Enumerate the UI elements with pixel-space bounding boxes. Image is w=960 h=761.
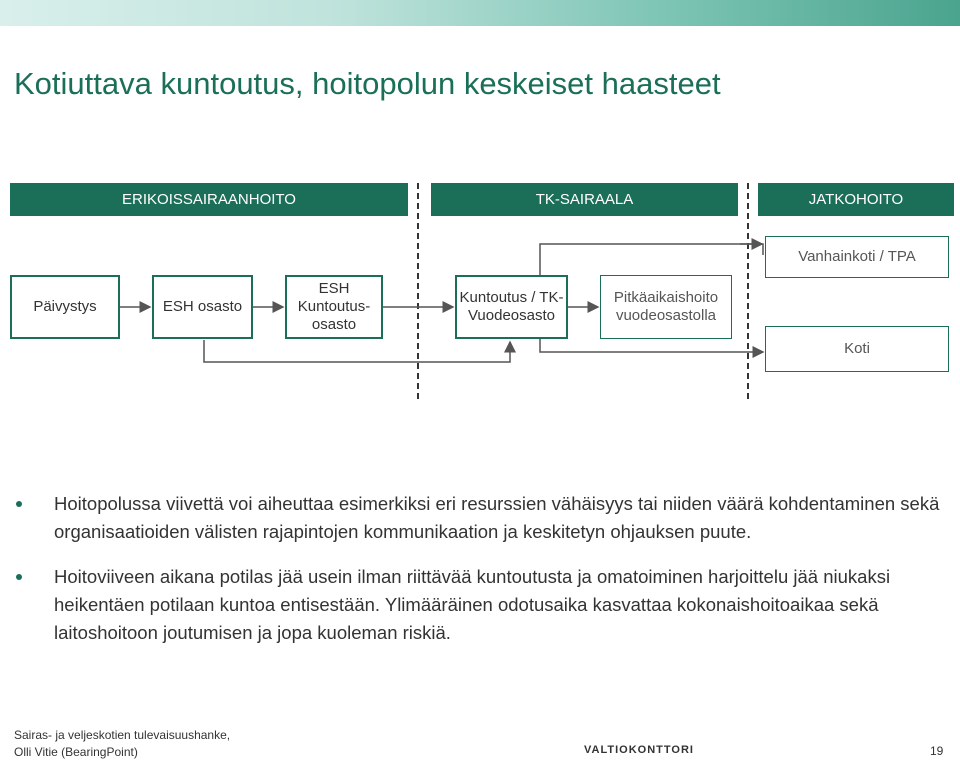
box-esh-kuntoutusosasto: ESH Kuntoutus-osasto (285, 275, 383, 339)
bullet-text: Hoitoviiveen aikana potilas jää usein ilman riittävää kuntoutusta ja omatoiminen harjoittelu jää niukaksi heikentäen potilaan kuntoa entisestään. Ylimääräinen odotusaika kasvattaa kokonaishoitoaikaa sekä laitoshoitoon joutumisen ja jopa kuoleman riskiä. (54, 566, 891, 643)
phase-erikoissairaanhoito: ERIKOISSAIRAANHOITO (10, 183, 408, 216)
box-pitkaaikaishoito: Pitkäaikaishoito vuodeosastolla (600, 275, 732, 339)
phase-jatkohoito: JATKOHOITO (758, 183, 954, 216)
bullet-dot-icon (16, 501, 22, 507)
bullet-dot-icon (16, 574, 22, 580)
box-esh-osasto: ESH osasto (152, 275, 253, 339)
box-tk-vuodeosasto: Kuntoutus / TK-Vuodeosasto (455, 275, 568, 339)
phase-tk-sairaala: TK-SAIRAALA (431, 183, 738, 216)
footer-credit (14, 727, 230, 761)
bullet-list (14, 490, 944, 664)
bullet-text: Hoitopolussa viivettä voi aiheuttaa esimerkiksi eri resurssien vähäisyys tai niiden väärä kohdentaminen sekä organisaatioiden välisten rajapintojen kommunikaation ja keskitetyn ohjauksen puute. (54, 493, 940, 542)
footer-line-1: Sairas- ja veljeskotien tulevaisuushanke, (14, 728, 231, 742)
page-number: 19 (930, 744, 944, 758)
bullet-item (14, 563, 944, 647)
box-vanhainkoti: Vanhainkoti / TPA (765, 236, 949, 278)
bullet-item (14, 490, 944, 546)
valtiokonttori-logo: VALTIOKONTTORI (584, 744, 694, 756)
footer-line-2: Olli Vitie (BearingPoint) (14, 745, 138, 759)
page-title: Kotiuttava kuntoutus, hoitopolun keskeiset haasteet (14, 66, 721, 101)
box-koti: Koti (765, 326, 949, 372)
box-paivystys: Päivystys (10, 275, 120, 339)
